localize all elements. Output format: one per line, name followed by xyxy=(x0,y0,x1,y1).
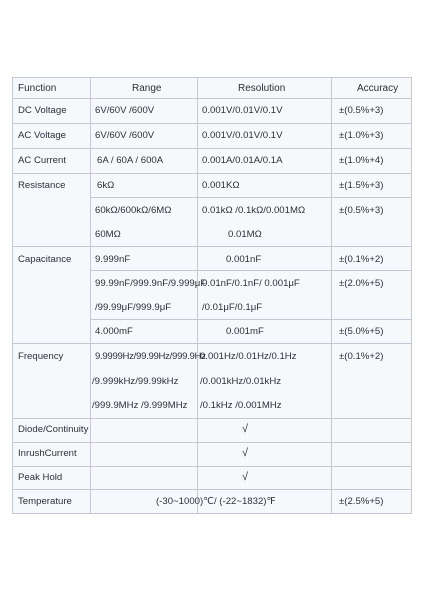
function-cell: Frequency xyxy=(18,351,64,362)
resolution-cell: /0.01μF/0.1μF xyxy=(202,302,263,313)
resolution-cell: 0.01nF/0.1nF/ 0.001μF xyxy=(202,278,300,289)
resolution-cell: 0.001KΩ xyxy=(202,180,240,191)
range-cell: 6A / 60A / 600A xyxy=(97,155,164,166)
resolution-cell: 0.001nF xyxy=(226,254,262,265)
row-divider xyxy=(13,148,411,149)
subrow-divider xyxy=(91,270,411,271)
range-cell: 6kΩ xyxy=(97,180,115,191)
range-cell: /99.99μF/999.9μF xyxy=(95,302,172,313)
range-cell: 9.9999Hz/99.99Hz/999.9Hz xyxy=(95,351,206,362)
range-cell: 60kΩ/600kΩ/6MΩ xyxy=(95,205,172,216)
resolution-cell: 0.001Hz/0.01Hz/0.1Hz xyxy=(200,351,297,362)
resolution-cell: 0.001mF xyxy=(226,326,264,337)
span-cell: (-30~1000)℃/ (-22~1832)℉ xyxy=(156,496,276,507)
row-divider xyxy=(13,442,411,443)
resolution-cell: 0.001V/0.01V/0.1V xyxy=(202,105,283,116)
range-cell: 6V/60V /600V xyxy=(95,105,155,116)
accuracy-cell: ±(2.5%+5) xyxy=(339,496,384,507)
function-cell: Resistance xyxy=(18,180,66,191)
header-function: Function xyxy=(18,83,57,94)
function-cell: Diode/Continuity xyxy=(18,424,89,435)
function-cell: InrushCurrent xyxy=(18,448,77,459)
function-cell: AC Voltage xyxy=(18,130,67,141)
range-cell: 9.999nF xyxy=(95,254,131,265)
accuracy-cell: ±(0.1%+2) xyxy=(339,351,384,362)
range-cell: 4.000mF xyxy=(95,326,133,337)
function-cell: Peak Hold xyxy=(18,472,63,483)
column-divider xyxy=(90,78,91,513)
checkmark-icon: √ xyxy=(242,471,249,483)
accuracy-cell: ±(1.0%+3) xyxy=(339,130,384,141)
row-divider xyxy=(13,418,411,419)
accuracy-cell: ±(1.0%+4) xyxy=(339,155,384,166)
column-divider xyxy=(197,78,198,513)
row-divider xyxy=(13,489,411,490)
range-cell: /9.999kHz/99.99kHz xyxy=(92,376,179,387)
range-cell: 6V/60V /600V xyxy=(95,130,155,141)
checkmark-icon: √ xyxy=(242,423,249,435)
accuracy-cell: ±(1.5%+3) xyxy=(339,180,384,191)
row-divider xyxy=(13,123,411,124)
row-divider xyxy=(13,466,411,467)
subrow-divider xyxy=(91,319,411,320)
column-divider xyxy=(331,78,332,513)
function-cell: DC Voltage xyxy=(18,105,67,116)
function-cell: Temperature xyxy=(18,496,72,507)
accuracy-cell: ±(2.0%+5) xyxy=(339,278,384,289)
resolution-cell: /0.1kHz /0.001MHz xyxy=(200,400,282,411)
header-range: Range xyxy=(132,83,162,94)
accuracy-cell: ±(0.5%+3) xyxy=(339,205,384,216)
row-divider xyxy=(13,343,411,344)
function-cell: Capacitance xyxy=(18,254,72,265)
accuracy-cell: ±(0.1%+2) xyxy=(339,254,384,265)
header-resolution: Resolution xyxy=(238,83,286,94)
row-divider xyxy=(13,98,411,99)
row-divider xyxy=(13,173,411,174)
row-divider xyxy=(13,246,411,247)
resolution-cell: /0.001kHz/0.01kHz xyxy=(200,376,282,387)
resolution-cell: 0.001V/0.01V/0.1V xyxy=(202,130,283,141)
range-cell: /999.9MHz /9.999MHz xyxy=(92,400,188,411)
range-cell: 60MΩ xyxy=(95,229,121,240)
specification-table xyxy=(12,77,412,514)
range-cell: 99.99nF/999.9nF/9.999μF xyxy=(95,278,207,289)
checkmark-icon: √ xyxy=(242,447,249,459)
accuracy-cell: ±(5.0%+5) xyxy=(339,326,384,337)
resolution-cell: 0.001A/0.01A/0.1A xyxy=(202,155,283,166)
header-accuracy: Accuracy xyxy=(357,83,399,94)
resolution-cell: 0.01MΩ xyxy=(228,229,262,240)
subrow-divider xyxy=(91,197,411,198)
accuracy-cell: ±(0.5%+3) xyxy=(339,105,384,116)
resolution-cell: 0.01kΩ /0.1kΩ/0.001MΩ xyxy=(202,205,306,216)
function-cell: AC Current xyxy=(18,155,66,166)
